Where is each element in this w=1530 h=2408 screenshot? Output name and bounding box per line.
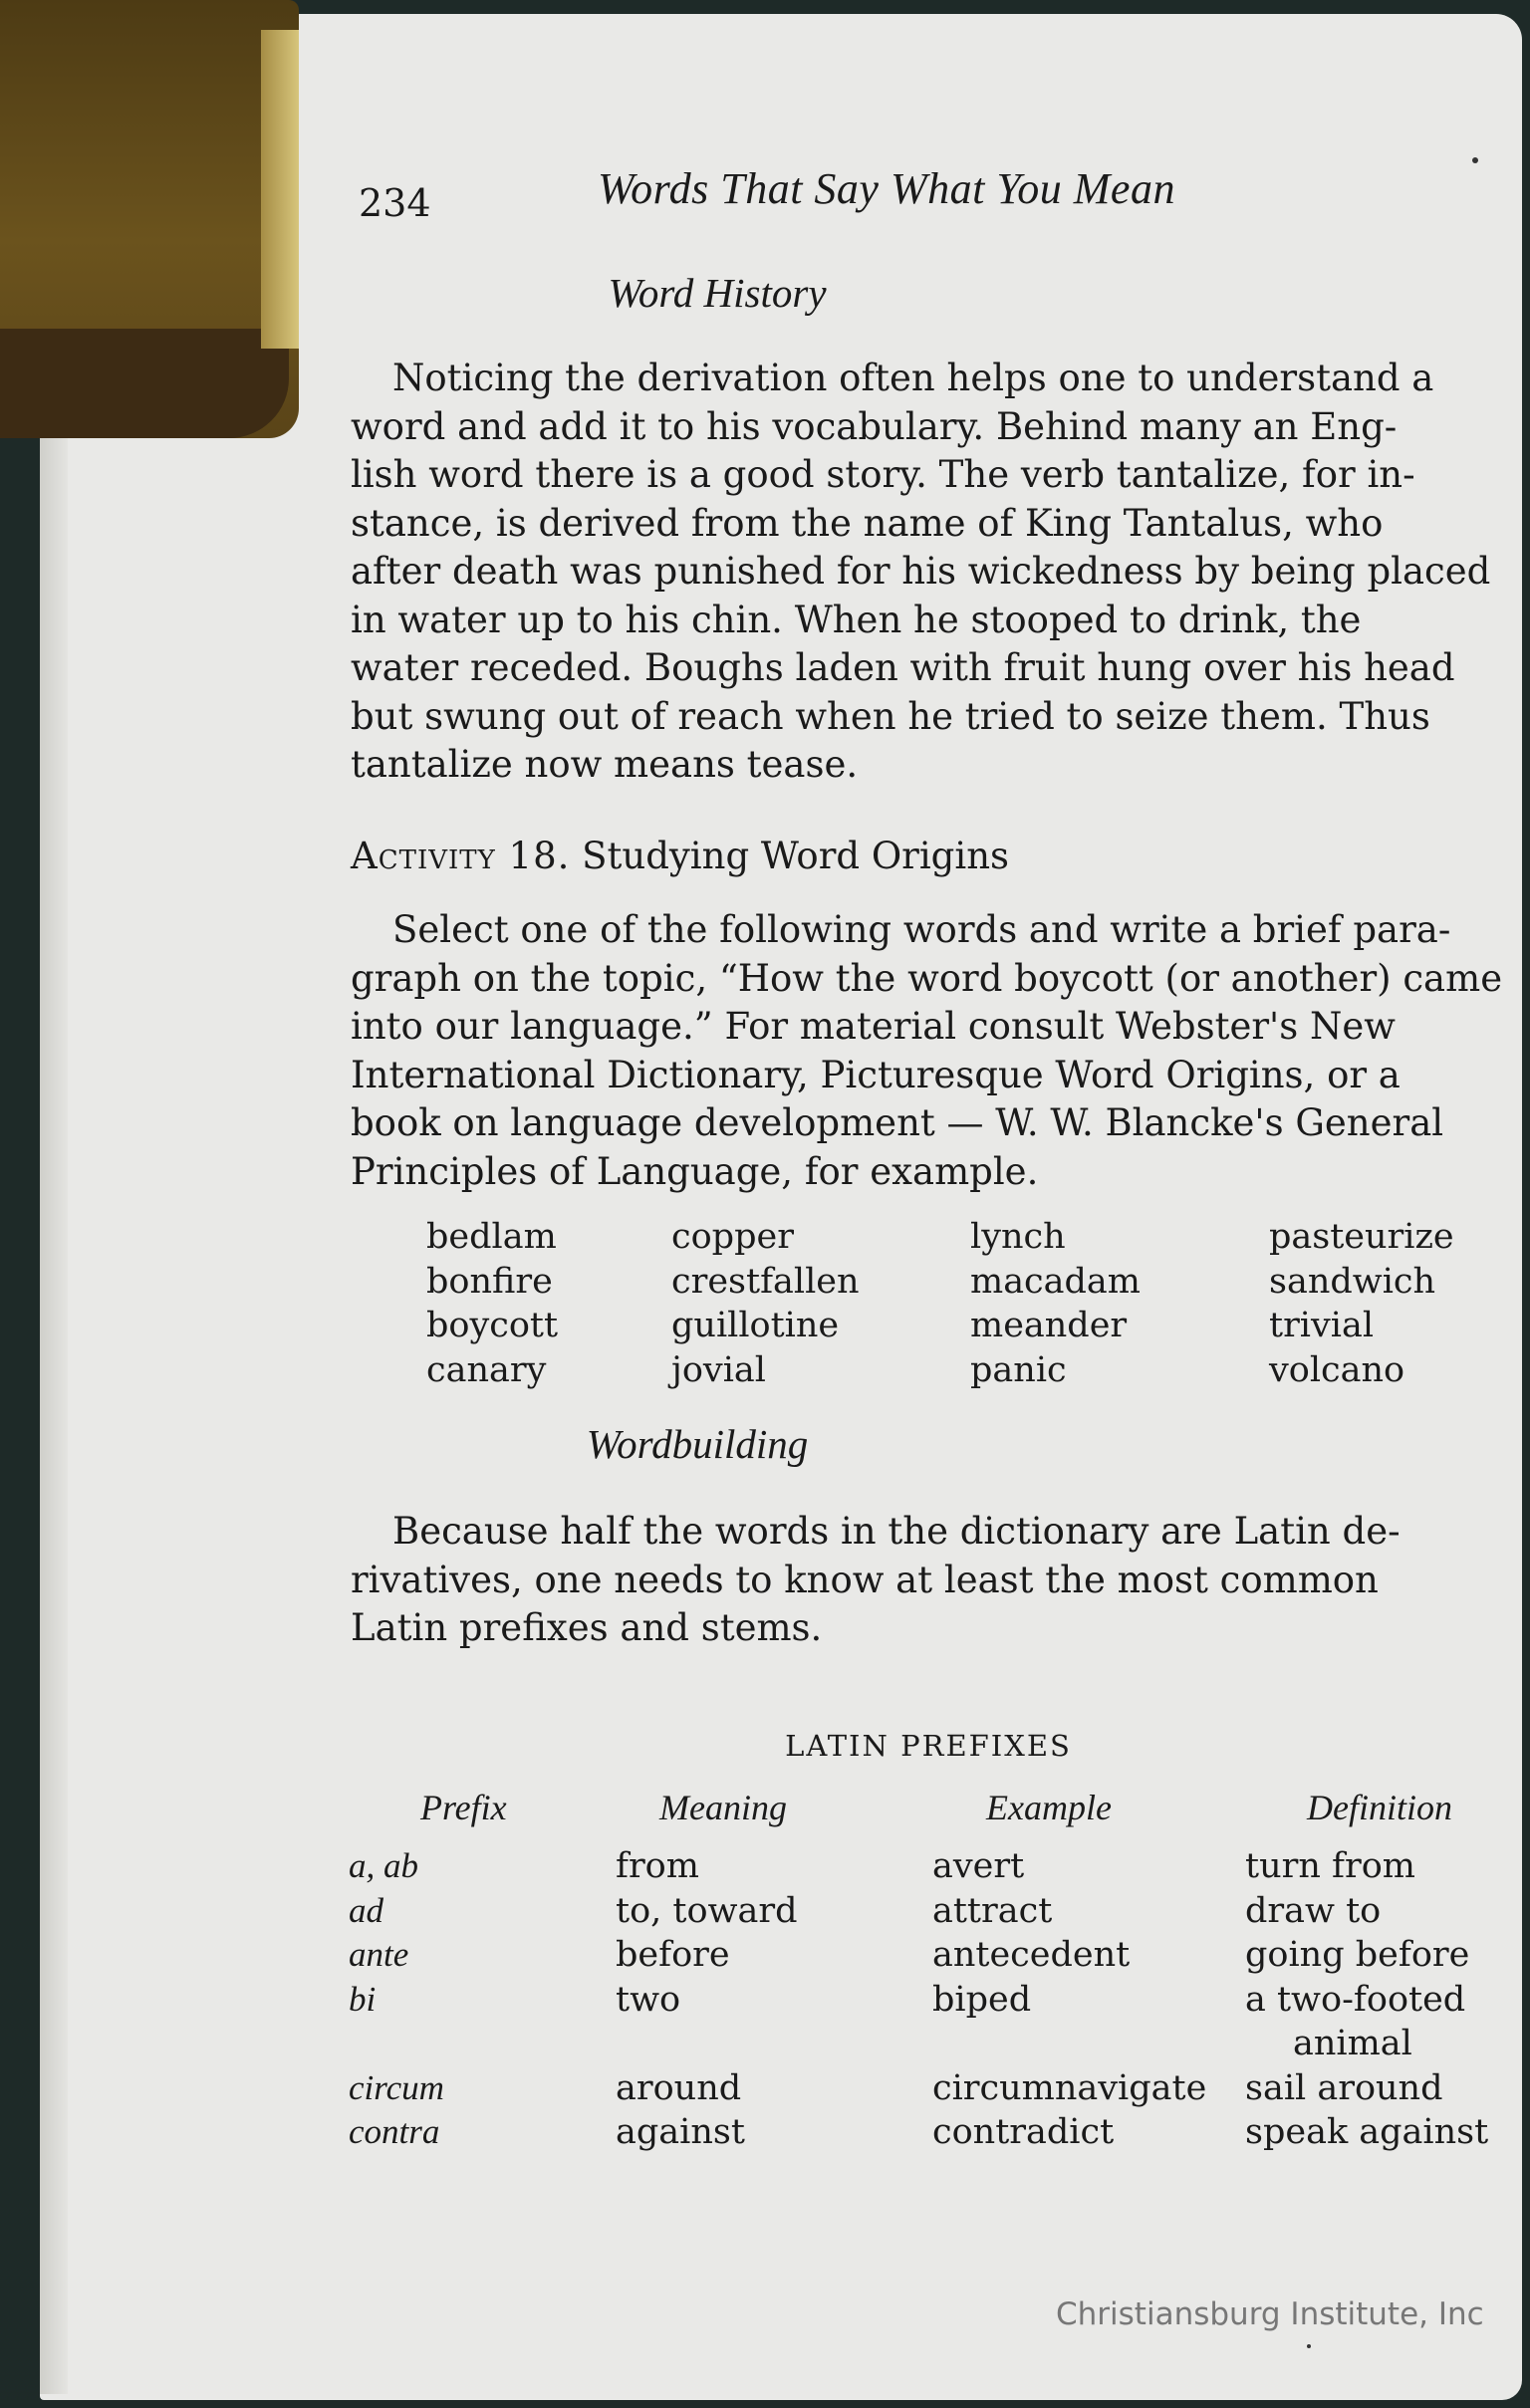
dust-speck bbox=[1307, 2344, 1311, 2348]
example-cell: contradict bbox=[932, 2112, 1115, 2152]
definition-cell: a two-footed bbox=[1245, 1979, 1466, 2020]
running-title: Words That Say What You Mean bbox=[598, 164, 1175, 213]
bookmark-ribbon bbox=[0, 0, 299, 438]
definition-cell: going before bbox=[1245, 1935, 1470, 1975]
table-row bbox=[349, 1889, 1514, 1934]
word-item: panic bbox=[970, 1349, 1067, 1390]
example-cell bbox=[932, 2022, 1245, 2066]
prefix-cell: circum bbox=[349, 2067, 444, 2107]
prefix-cell bbox=[349, 2022, 616, 2066]
meaning-cell: from bbox=[616, 1846, 699, 1886]
table-row bbox=[349, 1844, 1514, 1889]
meaning-cell: before bbox=[616, 1935, 730, 1975]
paragraph-line: Select one of the following words and write a brief para- bbox=[392, 908, 1451, 951]
definition-cell: sail around bbox=[1245, 2067, 1443, 2108]
meaning-cell: against bbox=[616, 2112, 745, 2152]
word-list bbox=[426, 1215, 1482, 1392]
paragraph-line: graph on the topic, “How the word boycott (or another) came bbox=[351, 956, 1503, 1000]
bookmark-shadow bbox=[0, 329, 289, 438]
activity-paragraph bbox=[351, 906, 1506, 1196]
definition-cell: turn from bbox=[1245, 1846, 1415, 1886]
activity-title: Studying Word Origins bbox=[582, 835, 1010, 877]
prefix-cell: ante bbox=[349, 1935, 409, 1974]
word-item: bedlam bbox=[426, 1217, 557, 1257]
table-row bbox=[349, 2110, 1514, 2155]
word-item: trivial bbox=[1269, 1306, 1375, 1345]
example-cell: attract bbox=[932, 1890, 1053, 1931]
paragraph-line: after death was punished for his wickedness by being placed bbox=[351, 550, 1491, 593]
paragraph-line: lish word there is a good story. The verb tantalize, for in- bbox=[351, 453, 1415, 496]
latin-prefixes-table bbox=[349, 1787, 1514, 2155]
word-item: pasteurize bbox=[1269, 1217, 1454, 1257]
column-header: Prefix bbox=[420, 1788, 507, 1827]
word-item: volcano bbox=[1269, 1349, 1405, 1390]
definition-cell: animal bbox=[1293, 2024, 1412, 2063]
wordbuilding-title: Wordbuilding bbox=[586, 1421, 809, 1467]
table-row-continuation bbox=[349, 2022, 1514, 2066]
word-history-title: Word History bbox=[608, 270, 827, 316]
table-row bbox=[349, 2066, 1514, 2111]
bookmark-edge bbox=[261, 30, 299, 349]
table-caption: LATIN PREFIXES bbox=[785, 1729, 1072, 1763]
word-history-paragraph bbox=[351, 355, 1506, 790]
word-item: meander bbox=[970, 1306, 1128, 1345]
word-item: sandwich bbox=[1269, 1261, 1436, 1302]
example-cell: biped bbox=[932, 1979, 1032, 2020]
meaning-cell: around bbox=[616, 2067, 742, 2108]
prefix-cell: ad bbox=[349, 1890, 383, 1930]
running-head bbox=[359, 163, 1275, 233]
paragraph-line: Latin prefixes and stems. bbox=[351, 1606, 823, 1649]
paragraph-line: Principles of Language, for example. bbox=[351, 1149, 1039, 1193]
page-edge-shadow bbox=[40, 432, 68, 2394]
meaning-cell: to, toward bbox=[616, 1890, 798, 1931]
watermark: Christiansburg Institute, Inc bbox=[1056, 2296, 1484, 2332]
prefix-cell: bi bbox=[349, 1979, 377, 2019]
table-row bbox=[349, 1933, 1514, 1978]
activity-label: Activity 18. bbox=[351, 835, 571, 877]
word-item: macadam bbox=[970, 1261, 1141, 1302]
paragraph-line: Because half the words in the dictionary are Latin de- bbox=[392, 1510, 1401, 1553]
example-cell: avert bbox=[932, 1846, 1025, 1886]
paragraph-line: stance, is derived from the name of King Tantalus, who bbox=[351, 501, 1384, 545]
paragraph-line: in water up to his chin. When he stooped to drink, the bbox=[351, 598, 1362, 641]
word-item: jovial bbox=[671, 1349, 766, 1390]
table-header bbox=[349, 1787, 1514, 1844]
paragraph-line: book on language development — W. W. Blancke's General bbox=[351, 1101, 1444, 1144]
word-item: bonfire bbox=[426, 1261, 553, 1302]
paragraph-line: Noticing the derivation often helps one to understand a bbox=[392, 357, 1434, 399]
prefix-cell: a, ab bbox=[349, 1846, 418, 1885]
paragraph-line: but swung out of reach when he tried to seize them. Thus bbox=[351, 694, 1430, 738]
column-header: Meaning bbox=[659, 1788, 787, 1827]
paragraph-line: tantalize now means tease. bbox=[351, 743, 859, 786]
page-number: 234 bbox=[359, 181, 431, 225]
wordbuilding-paragraph bbox=[351, 1508, 1506, 1653]
word-item: guillotine bbox=[671, 1306, 840, 1345]
definition-cell: draw to bbox=[1245, 1890, 1382, 1931]
word-item: boycott bbox=[426, 1306, 559, 1345]
dust-speck bbox=[1472, 157, 1478, 163]
example-cell: antecedent bbox=[932, 1935, 1131, 1975]
meaning-cell: two bbox=[616, 1979, 681, 2020]
paragraph-line: word and add it to his vocabulary. Behind many an Eng- bbox=[351, 404, 1398, 448]
paragraph-line: into our language.” For material consult Webster's New bbox=[351, 1005, 1396, 1048]
activity-heading bbox=[351, 835, 1009, 877]
paragraph-line: International Dictionary, Picturesque Word Origins, or a bbox=[351, 1053, 1401, 1096]
prefix-cell: contra bbox=[349, 2112, 440, 2151]
paragraph-line: water receded. Boughs laden with fruit hung over his head bbox=[351, 646, 1455, 689]
word-item: lynch bbox=[970, 1217, 1066, 1257]
column-header: Definition bbox=[1307, 1788, 1452, 1827]
example-cell: circumnavigate bbox=[932, 2067, 1207, 2108]
definition-cell: speak against bbox=[1245, 2112, 1489, 2152]
word-item: copper bbox=[671, 1217, 794, 1257]
column-header: Example bbox=[986, 1788, 1112, 1827]
meaning-cell bbox=[616, 2022, 932, 2066]
word-item: canary bbox=[426, 1349, 547, 1390]
word-item: crestfallen bbox=[671, 1261, 860, 1302]
table-row bbox=[349, 1978, 1514, 2023]
paragraph-line: rivatives, one needs to know at least the most common bbox=[351, 1558, 1379, 1601]
